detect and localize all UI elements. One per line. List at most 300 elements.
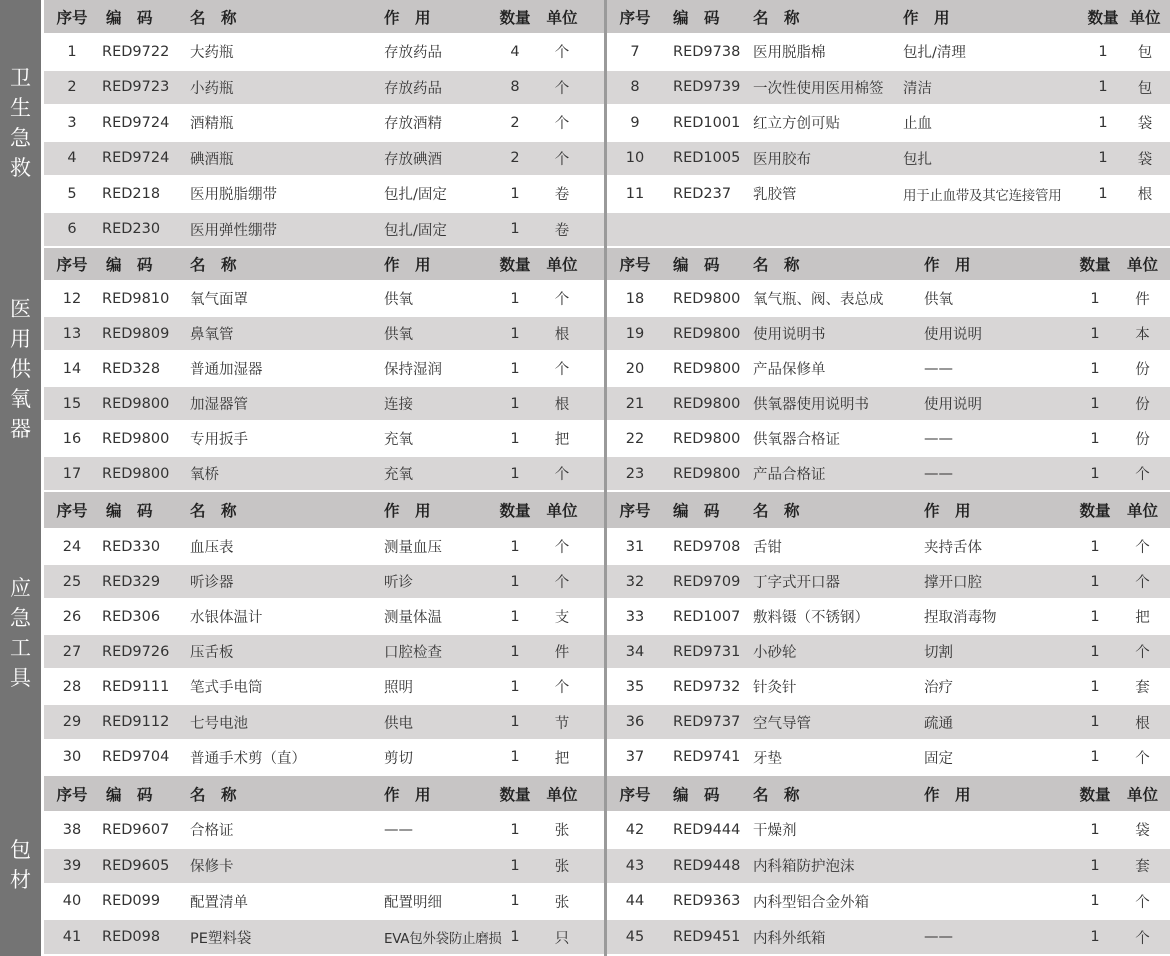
cell-unit: 个 xyxy=(554,45,570,62)
header-use: 作 用 xyxy=(384,256,431,274)
cell-code: RED9739 xyxy=(673,79,741,96)
cell-code: RED9741 xyxy=(673,749,741,766)
header-use: 作 用 xyxy=(384,8,431,27)
category-label-char: 供 xyxy=(10,357,31,382)
cell-seq: 44 xyxy=(625,893,645,910)
cell-use: 测量血压 xyxy=(384,540,442,557)
cell-name: 鼻氧管 xyxy=(190,327,234,343)
cell-qty: 1 xyxy=(1090,290,1100,307)
cell-unit: 个 xyxy=(554,151,570,168)
cell-unit: 件 xyxy=(1135,292,1150,308)
cell-unit: 个 xyxy=(1135,467,1150,483)
header-use: 作 用 xyxy=(924,785,971,804)
cell-code: RED329 xyxy=(102,573,161,590)
cell-code: RED237 xyxy=(673,185,732,202)
cell-use: 存放酒精 xyxy=(384,116,442,133)
header-code: 编 码 xyxy=(106,256,153,274)
cell-seq: 28 xyxy=(62,678,82,695)
header-row xyxy=(44,0,604,35)
header-unit: 单位 xyxy=(1126,502,1158,520)
cell-seq: 41 xyxy=(62,929,82,946)
table-row xyxy=(607,352,1170,387)
cell-code: RED9731 xyxy=(673,643,741,660)
cell-seq: 4 xyxy=(67,150,77,167)
table-row xyxy=(607,106,1170,142)
cell-code: RED9607 xyxy=(102,821,170,838)
cell-code: RED9810 xyxy=(102,290,170,307)
table-row xyxy=(607,885,1170,921)
cell-unit: 节 xyxy=(554,715,570,732)
cell-seq: 30 xyxy=(62,749,82,766)
cell-name: 小药瓶 xyxy=(190,80,234,97)
header-use: 作 用 xyxy=(903,8,950,27)
header-name: 名 称 xyxy=(753,785,800,804)
cell-code: RED9723 xyxy=(102,79,170,96)
cell-use: 保持湿润 xyxy=(384,362,442,378)
cell-unit: 个 xyxy=(554,680,570,697)
cell-unit: 袋 xyxy=(1137,151,1153,168)
cell-qty: 1 xyxy=(1090,893,1100,910)
table-row xyxy=(44,177,604,213)
cell-unit: 份 xyxy=(1135,397,1150,413)
cell-qty: 1 xyxy=(1098,150,1108,167)
cell-name: 医用胶布 xyxy=(753,151,811,168)
cell-name: 供氧器使用说明书 xyxy=(753,397,869,413)
cell-qty: 1 xyxy=(510,185,520,202)
table-row xyxy=(44,106,604,142)
cell-seq: 2 xyxy=(67,79,77,96)
cell-name: 舌钳 xyxy=(753,540,782,557)
cell-use: 供电 xyxy=(384,715,413,732)
cell-name: 产品保修单 xyxy=(753,362,826,378)
cell-use: 使用说明 xyxy=(924,397,982,413)
cell-code: RED9738 xyxy=(673,43,741,60)
cell-unit: 本 xyxy=(1135,327,1150,343)
cell-use: 供氧 xyxy=(924,292,953,308)
cell-use: 充氧 xyxy=(384,432,413,448)
header-code: 编 码 xyxy=(673,502,720,520)
cell-code: RED9708 xyxy=(673,538,741,555)
header-unit: 单位 xyxy=(546,8,578,27)
table-row xyxy=(607,317,1170,352)
category-label xyxy=(0,0,41,248)
cell-name: 碘酒瓶 xyxy=(190,151,234,168)
cell-code: RED9800 xyxy=(673,465,741,482)
cell-use: 夹持舌体 xyxy=(924,540,982,557)
table-row xyxy=(44,705,604,740)
table-row xyxy=(607,849,1170,885)
cell-unit: 根 xyxy=(554,397,570,413)
category-label-char: 工 xyxy=(10,636,31,660)
cell-qty xyxy=(1083,213,1123,247)
cell-use: 撑开口腔 xyxy=(924,575,982,592)
table-left-half xyxy=(44,776,604,956)
cell-code: RED330 xyxy=(102,538,161,555)
section-2 xyxy=(0,248,1170,492)
cell-unit: 根 xyxy=(554,327,570,343)
cell-code: RED9724 xyxy=(102,150,170,167)
cell-code: RED9722 xyxy=(102,43,170,60)
cell-seq: 22 xyxy=(625,430,645,447)
cell-name: 听诊器 xyxy=(190,575,234,592)
table-row xyxy=(607,387,1170,422)
header-seq: 序号 xyxy=(619,502,651,520)
cell-qty: 1 xyxy=(1098,79,1108,96)
cell-code: RED9605 xyxy=(102,857,170,874)
header-name: 名 称 xyxy=(190,502,237,520)
cell-use: —— xyxy=(924,360,953,377)
category-label xyxy=(0,776,41,956)
cell-seq: 29 xyxy=(62,714,82,731)
table-right-half xyxy=(607,492,1170,776)
cell-unit: 个 xyxy=(1135,645,1150,662)
header-row xyxy=(607,248,1170,282)
section-1 xyxy=(0,0,1170,248)
header-unit: 单位 xyxy=(1126,256,1158,274)
cell-name: 空气导管 xyxy=(753,715,811,732)
cell-use: 测量体温 xyxy=(384,610,442,627)
cell-unit: 套 xyxy=(1135,859,1150,876)
category-label xyxy=(0,248,41,492)
table-right-half xyxy=(607,0,1170,248)
cell-qty: 4 xyxy=(510,43,520,60)
cell-use: 连接 xyxy=(384,397,413,413)
cell-unit: 个 xyxy=(1135,930,1150,947)
cell-unit: 支 xyxy=(554,610,570,627)
cell-unit: 卷 xyxy=(554,187,570,204)
cell-code: RED9800 xyxy=(673,395,741,412)
header-code: 编 码 xyxy=(106,8,153,27)
cell-qty: 1 xyxy=(1090,678,1100,695)
cell-code: RED9451 xyxy=(673,929,741,946)
table-row xyxy=(607,142,1170,178)
cell-qty: 1 xyxy=(1090,714,1100,731)
cell-code: RED099 xyxy=(102,893,161,910)
cell-code: RED9800 xyxy=(102,430,170,447)
cell-code: RED218 xyxy=(102,185,161,202)
cell-name: 七号电池 xyxy=(190,715,248,732)
table-row xyxy=(607,530,1170,565)
cell-code: RED1001 xyxy=(673,114,741,131)
cell-seq: 3 xyxy=(67,114,77,131)
header-code: 编 码 xyxy=(106,502,153,520)
cell-use: 固定 xyxy=(924,750,953,767)
cell-seq: 12 xyxy=(62,290,82,307)
header-seq: 序号 xyxy=(56,256,88,274)
cell-name: 使用说明书 xyxy=(753,327,826,343)
table-row xyxy=(44,813,604,849)
table-row xyxy=(607,35,1170,71)
cell-unit: 个 xyxy=(554,467,570,483)
cell-unit: 张 xyxy=(554,894,570,911)
table-row xyxy=(44,457,604,492)
cell-use: 剪切 xyxy=(384,750,413,767)
cell-code: RED9112 xyxy=(102,714,170,731)
table-row xyxy=(44,849,604,885)
cell-name: PE塑料袋 xyxy=(190,930,252,947)
cell-name: 牙垫 xyxy=(753,750,782,767)
cell-name: 普通手术剪（直） xyxy=(190,750,306,767)
table-row xyxy=(44,741,604,776)
header-name: 名 称 xyxy=(753,256,800,274)
cell-name: 大药瓶 xyxy=(190,45,234,62)
header-code: 编 码 xyxy=(673,256,720,274)
header-seq: 序号 xyxy=(619,8,651,27)
cell-unit: 张 xyxy=(554,859,570,876)
cell-unit xyxy=(1123,213,1167,247)
header-row xyxy=(607,0,1170,35)
cell-seq: 6 xyxy=(67,221,77,238)
cell-seq: 34 xyxy=(625,643,645,660)
cell-unit: 把 xyxy=(554,432,570,448)
cell-unit: 个 xyxy=(554,80,570,97)
header-qty: 数量 xyxy=(1087,8,1119,27)
cell-seq xyxy=(607,213,663,247)
category-label-char: 卫 xyxy=(10,66,31,91)
header-qty: 数量 xyxy=(499,256,531,274)
category-label-char: 包 xyxy=(10,838,31,863)
cell-qty: 1 xyxy=(510,714,520,731)
cell-code: RED9737 xyxy=(673,714,741,731)
cell-qty: 1 xyxy=(1090,430,1100,447)
cell-qty: 1 xyxy=(510,643,520,660)
header-use: 作 用 xyxy=(384,785,431,804)
cell-unit: 包 xyxy=(1137,80,1153,97)
cell-qty: 1 xyxy=(1090,643,1100,660)
header-use: 作 用 xyxy=(924,502,971,520)
category-label-char: 急 xyxy=(10,606,31,631)
cell-code: RED9726 xyxy=(102,643,170,660)
cell-code: RED9800 xyxy=(673,360,741,377)
cell-unit: 个 xyxy=(554,116,570,133)
cell-seq: 35 xyxy=(625,678,645,695)
cell-qty: 8 xyxy=(510,79,520,96)
table-row xyxy=(607,422,1170,457)
cell-unit: 包 xyxy=(1137,45,1153,62)
cell-qty: 1 xyxy=(1090,929,1100,946)
cell-qty: 2 xyxy=(510,150,520,167)
cell-seq: 24 xyxy=(62,538,82,555)
cell-use: —— xyxy=(384,821,413,838)
cell-code: RED328 xyxy=(102,360,161,377)
cell-unit: 件 xyxy=(554,645,570,662)
cell-code: RED9800 xyxy=(673,430,741,447)
cell-qty: 1 xyxy=(510,678,520,695)
cell-name: 普通加湿器 xyxy=(190,362,263,378)
cell-name: 敷料镊（不锈钢） xyxy=(753,610,869,627)
cell-seq: 31 xyxy=(625,538,645,555)
category-label-char: 救 xyxy=(10,155,31,180)
table-row xyxy=(44,920,604,956)
cell-name: 产品合格证 xyxy=(753,467,826,483)
header-qty: 数量 xyxy=(1079,256,1111,274)
table-left-half xyxy=(44,0,604,248)
cell-name: 酒精瓶 xyxy=(190,116,234,133)
cell-code: RED9800 xyxy=(673,290,741,307)
cell-qty: 1 xyxy=(510,929,520,946)
cell-unit: 份 xyxy=(1135,432,1150,448)
category-label-char: 器 xyxy=(10,416,31,441)
header-row xyxy=(607,492,1170,530)
cell-use: —— xyxy=(924,929,953,946)
cell-qty: 1 xyxy=(510,325,520,342)
cell-use: 包扎/固定 xyxy=(384,222,447,239)
table-left-half xyxy=(44,492,604,776)
category-label xyxy=(0,492,41,776)
cell-qty: 1 xyxy=(1090,857,1100,874)
cell-code: RED9800 xyxy=(102,465,170,482)
cell-unit: 把 xyxy=(1135,610,1150,627)
cell-name: 专用扳手 xyxy=(190,432,248,448)
cell-seq: 1 xyxy=(67,43,77,60)
cell-unit: 个 xyxy=(1135,575,1150,592)
table-row xyxy=(44,635,604,670)
header-row xyxy=(607,776,1170,813)
cell-qty: 2 xyxy=(510,114,520,131)
cell-unit: 个 xyxy=(1135,750,1150,767)
cell-seq: 19 xyxy=(625,325,645,342)
cell-qty: 1 xyxy=(510,221,520,238)
cell-use: 疏通 xyxy=(924,715,953,732)
cell-use: 包扎 xyxy=(903,151,932,168)
cell-name: 供氧器合格证 xyxy=(753,432,840,448)
cell-unit: 只 xyxy=(554,930,570,947)
table-row xyxy=(44,387,604,422)
cell-use: 清洁 xyxy=(903,80,932,97)
table-row xyxy=(607,282,1170,317)
cell-seq: 45 xyxy=(625,929,645,946)
table-row xyxy=(44,71,604,107)
table-row xyxy=(44,317,604,352)
header-row xyxy=(44,776,604,813)
header-use: 作 用 xyxy=(924,256,971,274)
category-label-char: 氧 xyxy=(10,386,31,411)
cell-use: 供氧 xyxy=(384,327,413,343)
table-row xyxy=(44,670,604,705)
cell-unit: 张 xyxy=(554,823,570,840)
cell-qty: 1 xyxy=(510,465,520,482)
header-row xyxy=(44,492,604,530)
cell-qty: 1 xyxy=(510,430,520,447)
cell-name: 乳胶管 xyxy=(753,187,797,204)
category-label-char: 具 xyxy=(10,665,31,690)
category-label-char: 材 xyxy=(10,868,31,892)
cell-code: RED9111 xyxy=(102,678,170,695)
cell-use: 用于止血带及其它连接管用 xyxy=(903,187,1062,204)
header-seq: 序号 xyxy=(56,785,88,804)
cell-qty: 1 xyxy=(1090,395,1100,412)
section-4 xyxy=(0,776,1170,956)
header-unit: 单位 xyxy=(1129,8,1161,27)
cell-unit: 个 xyxy=(554,540,570,557)
cell-use: 口腔检查 xyxy=(384,645,442,662)
cell-qty: 1 xyxy=(1090,538,1100,555)
table-row xyxy=(607,813,1170,849)
category-label-char: 生 xyxy=(10,96,31,121)
header-use: 作 用 xyxy=(384,502,431,520)
header-name: 名 称 xyxy=(190,256,237,274)
cell-use: 听诊 xyxy=(384,575,413,592)
cell-seq: 27 xyxy=(62,643,82,660)
header-code: 编 码 xyxy=(673,785,720,804)
cell-code: RED098 xyxy=(102,929,161,946)
cell-name: 氧气瓶、阀、表总成 xyxy=(753,292,884,308)
table-left-half xyxy=(44,248,604,492)
cell-unit: 根 xyxy=(1135,715,1150,732)
cell-seq: 36 xyxy=(625,714,645,731)
cell-name: 笔式手电筒 xyxy=(190,680,263,697)
cell-qty: 1 xyxy=(1090,821,1100,838)
cell-seq: 33 xyxy=(625,608,645,625)
cell-seq: 43 xyxy=(625,857,645,874)
cell-unit: 个 xyxy=(554,362,570,378)
header-name: 名 称 xyxy=(190,8,237,27)
header-qty: 数量 xyxy=(1079,785,1111,804)
table-row xyxy=(607,670,1170,705)
cell-qty: 1 xyxy=(1090,749,1100,766)
cell-code: RED230 xyxy=(102,221,161,238)
cell-use: 存放药品 xyxy=(384,80,442,97)
header-row xyxy=(44,248,604,282)
cell-name xyxy=(753,213,913,247)
cell-qty: 1 xyxy=(510,573,520,590)
cell-use: 包扎/固定 xyxy=(384,187,447,204)
cell-qty: 1 xyxy=(510,395,520,412)
cell-use xyxy=(903,213,1099,247)
cell-code: RED9809 xyxy=(102,325,170,342)
cell-name: 内科型铝合金外箱 xyxy=(753,894,869,911)
cell-qty: 1 xyxy=(510,893,520,910)
table-row xyxy=(607,457,1170,492)
cell-seq: 11 xyxy=(625,185,645,202)
cell-seq: 17 xyxy=(62,465,82,482)
header-seq: 序号 xyxy=(56,502,88,520)
cell-use: 照明 xyxy=(384,680,413,697)
cell-use: 配置明细 xyxy=(384,894,442,911)
cell-seq: 23 xyxy=(625,465,645,482)
header-qty: 数量 xyxy=(499,785,531,804)
cell-code: RED9448 xyxy=(673,857,741,874)
cell-seq: 13 xyxy=(62,325,82,342)
cell-name: 血压表 xyxy=(190,540,234,557)
cell-code: RED1005 xyxy=(673,150,741,167)
cell-use: 止血 xyxy=(903,116,932,133)
cell-seq: 21 xyxy=(625,395,645,412)
cell-use xyxy=(384,849,496,883)
cell-qty: 1 xyxy=(1098,43,1108,60)
category-label-char: 医 xyxy=(10,297,31,322)
section-3 xyxy=(0,492,1170,776)
header-unit: 单位 xyxy=(546,502,578,520)
cell-name: 加湿器管 xyxy=(190,397,248,413)
cell-name: 一次性使用医用棉签 xyxy=(753,80,884,97)
cell-use: 治疗 xyxy=(924,680,953,697)
cell-use: —— xyxy=(924,465,953,482)
category-label-char: 应 xyxy=(10,576,31,601)
header-name: 名 称 xyxy=(753,502,800,520)
cell-use: 捏取消毒物 xyxy=(924,610,997,627)
cell-name: 内科外纸箱 xyxy=(753,930,826,947)
table-row xyxy=(44,352,604,387)
cell-qty: 1 xyxy=(510,360,520,377)
cell-seq: 26 xyxy=(62,608,82,625)
cell-code: RED1007 xyxy=(673,608,741,625)
cell-qty: 1 xyxy=(1090,608,1100,625)
header-qty: 数量 xyxy=(499,8,531,27)
table-row xyxy=(44,282,604,317)
cell-seq: 39 xyxy=(62,857,82,874)
cell-use: 存放碘酒 xyxy=(384,151,442,168)
